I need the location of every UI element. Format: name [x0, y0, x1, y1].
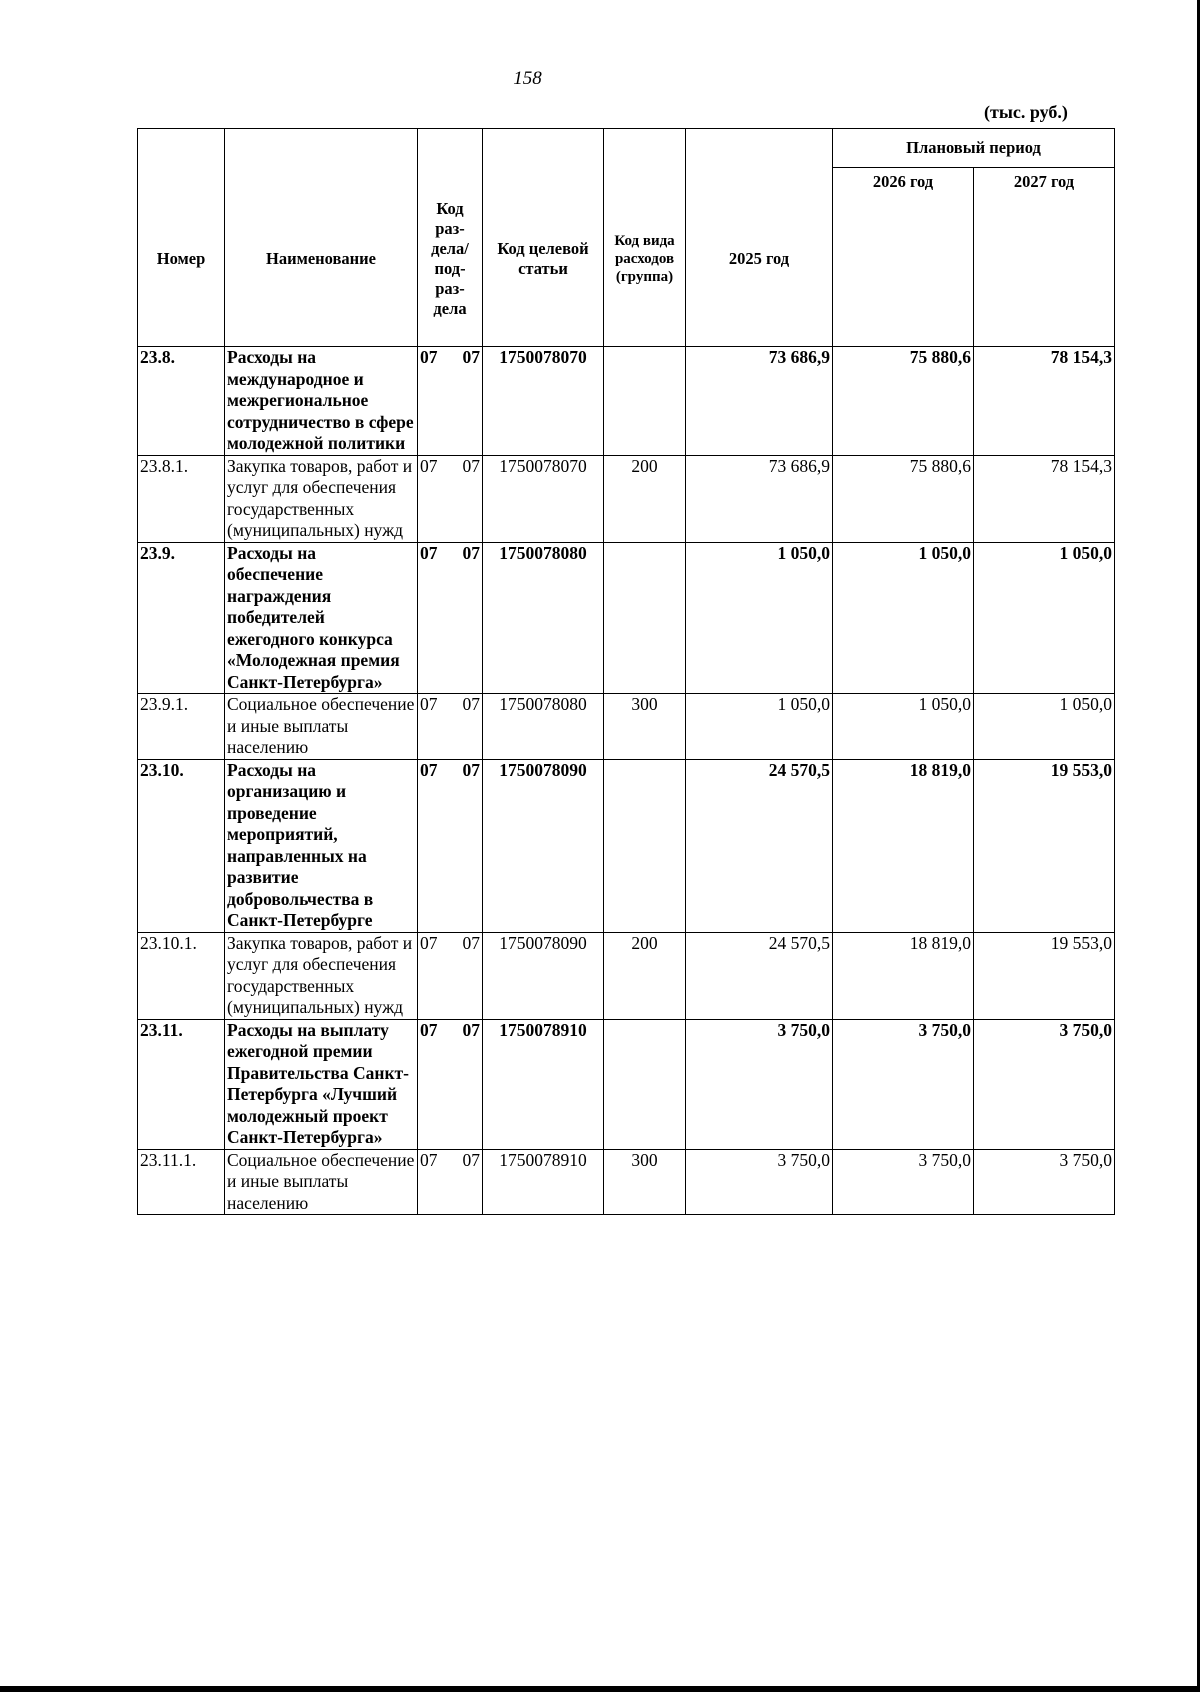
cell-year-2027: 3 750,0 — [974, 1149, 1115, 1215]
units-label: (тыс. руб.) — [984, 102, 1068, 122]
cell-year-2026: 75 880,6 — [833, 455, 974, 542]
cell-year-2027: 19 553,0 — [974, 932, 1115, 1019]
subsection-code: 07 — [462, 455, 480, 476]
cell-year-2026: 3 750,0 — [833, 1019, 974, 1149]
cell-section-code — [418, 759, 483, 932]
table-row — [138, 1149, 1115, 1215]
header-year-2026: 2026 год — [833, 168, 974, 347]
cell-expense-type: 200 — [604, 932, 686, 1019]
scan-border-bottom — [0, 1686, 1200, 1692]
section-code: 07 — [420, 542, 438, 563]
section-code: 07 — [420, 1019, 438, 1040]
cell-year-2025: 73 686,9 — [686, 455, 833, 542]
cell-year-2026: 1 050,0 — [833, 694, 974, 760]
cell-expense-type: 300 — [604, 694, 686, 760]
cell-number: 23.9. — [138, 542, 225, 694]
page-number: 158 — [513, 68, 542, 89]
cell-number: 23.11. — [138, 1019, 225, 1149]
table-row — [138, 1019, 1115, 1149]
cell-target-code: 1750078090 — [483, 932, 604, 1019]
cell-section-code — [418, 1149, 483, 1215]
header-expense-type: Код вида расходов (группа) — [604, 129, 686, 347]
cell-name: Социальное обеспечение и иные выплаты населению — [225, 694, 418, 760]
cell-year-2025: 1 050,0 — [686, 694, 833, 760]
budget-table — [137, 128, 1115, 1215]
cell-year-2026: 18 819,0 — [833, 759, 974, 932]
cell-year-2026: 75 880,6 — [833, 347, 974, 456]
header-plan-period: Плановый период — [833, 129, 1115, 168]
cell-year-2027: 1 050,0 — [974, 542, 1115, 694]
header-target-code: Код целевой статьи — [483, 129, 604, 347]
cell-number: 23.8.1. — [138, 455, 225, 542]
subsection-code: 07 — [462, 347, 480, 367]
cell-name: Расходы на выплату ежегодной премии Правительства Санкт-Петербурга «Лучший молодежный проект Санкт-Петербурга» — [225, 1019, 418, 1149]
cell-target-code: 1750078910 — [483, 1149, 604, 1215]
cell-year-2025: 24 570,5 — [686, 759, 833, 932]
cell-target-code: 1750078070 — [483, 455, 604, 542]
cell-year-2027: 78 154,3 — [974, 455, 1115, 542]
section-code: 07 — [420, 1149, 438, 1170]
cell-section-code — [418, 932, 483, 1019]
table-body — [138, 347, 1115, 1215]
cell-section-code — [418, 1019, 483, 1149]
cell-target-code: 1750078070 — [483, 347, 604, 456]
cell-name: Закупка товаров, работ и услуг для обеспечения государственных (муниципальных) нужд — [225, 932, 418, 1019]
table-row — [138, 932, 1115, 1019]
table-row — [138, 455, 1115, 542]
cell-number: 23.8. — [138, 347, 225, 456]
cell-year-2027: 1 050,0 — [974, 694, 1115, 760]
cell-target-code: 1750078090 — [483, 759, 604, 932]
header-year-2025: 2025 год — [686, 129, 833, 347]
table-row — [138, 542, 1115, 694]
subsection-code: 07 — [462, 1019, 480, 1040]
header-year-2027: 2027 год — [974, 168, 1115, 347]
cell-expense-type: 200 — [604, 455, 686, 542]
cell-target-code: 1750078080 — [483, 694, 604, 760]
cell-year-2026: 18 819,0 — [833, 932, 974, 1019]
cell-section-code — [418, 455, 483, 542]
cell-year-2025: 24 570,5 — [686, 932, 833, 1019]
cell-year-2025: 73 686,9 — [686, 347, 833, 456]
cell-year-2026: 3 750,0 — [833, 1149, 974, 1215]
table-row — [138, 347, 1115, 456]
cell-section-code — [418, 542, 483, 694]
section-code: 07 — [420, 455, 438, 476]
cell-year-2025: 1 050,0 — [686, 542, 833, 694]
cell-expense-type — [604, 347, 686, 456]
cell-year-2025: 3 750,0 — [686, 1019, 833, 1149]
cell-expense-type — [604, 542, 686, 694]
subsection-code: 07 — [462, 759, 480, 780]
section-code: 07 — [420, 347, 438, 367]
cell-year-2026: 1 050,0 — [833, 542, 974, 694]
cell-number: 23.9.1. — [138, 694, 225, 760]
cell-year-2027: 3 750,0 — [974, 1019, 1115, 1149]
subsection-code: 07 — [462, 542, 480, 563]
section-code: 07 — [420, 694, 438, 714]
cell-number: 23.10. — [138, 759, 225, 932]
cell-name: Расходы на международное и межрегиональное сотрудничество в сфере молодежной политики — [225, 347, 418, 456]
cell-name: Закупка товаров, работ и услуг для обеспечения государственных (муниципальных) нужд — [225, 455, 418, 542]
cell-expense-type — [604, 759, 686, 932]
cell-number: 23.10.1. — [138, 932, 225, 1019]
cell-target-code: 1750078080 — [483, 542, 604, 694]
header-section-code: Код раз-дела/ под-раз-дела — [418, 129, 483, 347]
cell-expense-type — [604, 1019, 686, 1149]
cell-name: Расходы на организацию и проведение мероприятий, направленных на развитие добровольчества в Санкт-Петербурге — [225, 759, 418, 932]
cell-year-2027: 78 154,3 — [974, 347, 1115, 456]
cell-year-2027: 19 553,0 — [974, 759, 1115, 932]
cell-section-code — [418, 694, 483, 760]
table-row — [138, 759, 1115, 932]
subsection-code: 07 — [462, 1149, 480, 1170]
cell-target-code: 1750078910 — [483, 1019, 604, 1149]
header-name: Наименование — [225, 129, 418, 347]
table-row — [138, 694, 1115, 760]
subsection-code: 07 — [462, 932, 480, 953]
cell-year-2025: 3 750,0 — [686, 1149, 833, 1215]
section-code: 07 — [420, 759, 438, 780]
cell-name: Расходы на обеспечение награждения победителей ежегодного конкурса «Молодежная премия Санкт-Петербурга» — [225, 542, 418, 694]
cell-name: Социальное обеспечение и иные выплаты населению — [225, 1149, 418, 1215]
section-code: 07 — [420, 932, 438, 953]
cell-expense-type: 300 — [604, 1149, 686, 1215]
header-number: Номер — [138, 129, 225, 347]
subsection-code: 07 — [462, 694, 480, 714]
cell-number: 23.11.1. — [138, 1149, 225, 1215]
cell-section-code — [418, 347, 483, 456]
